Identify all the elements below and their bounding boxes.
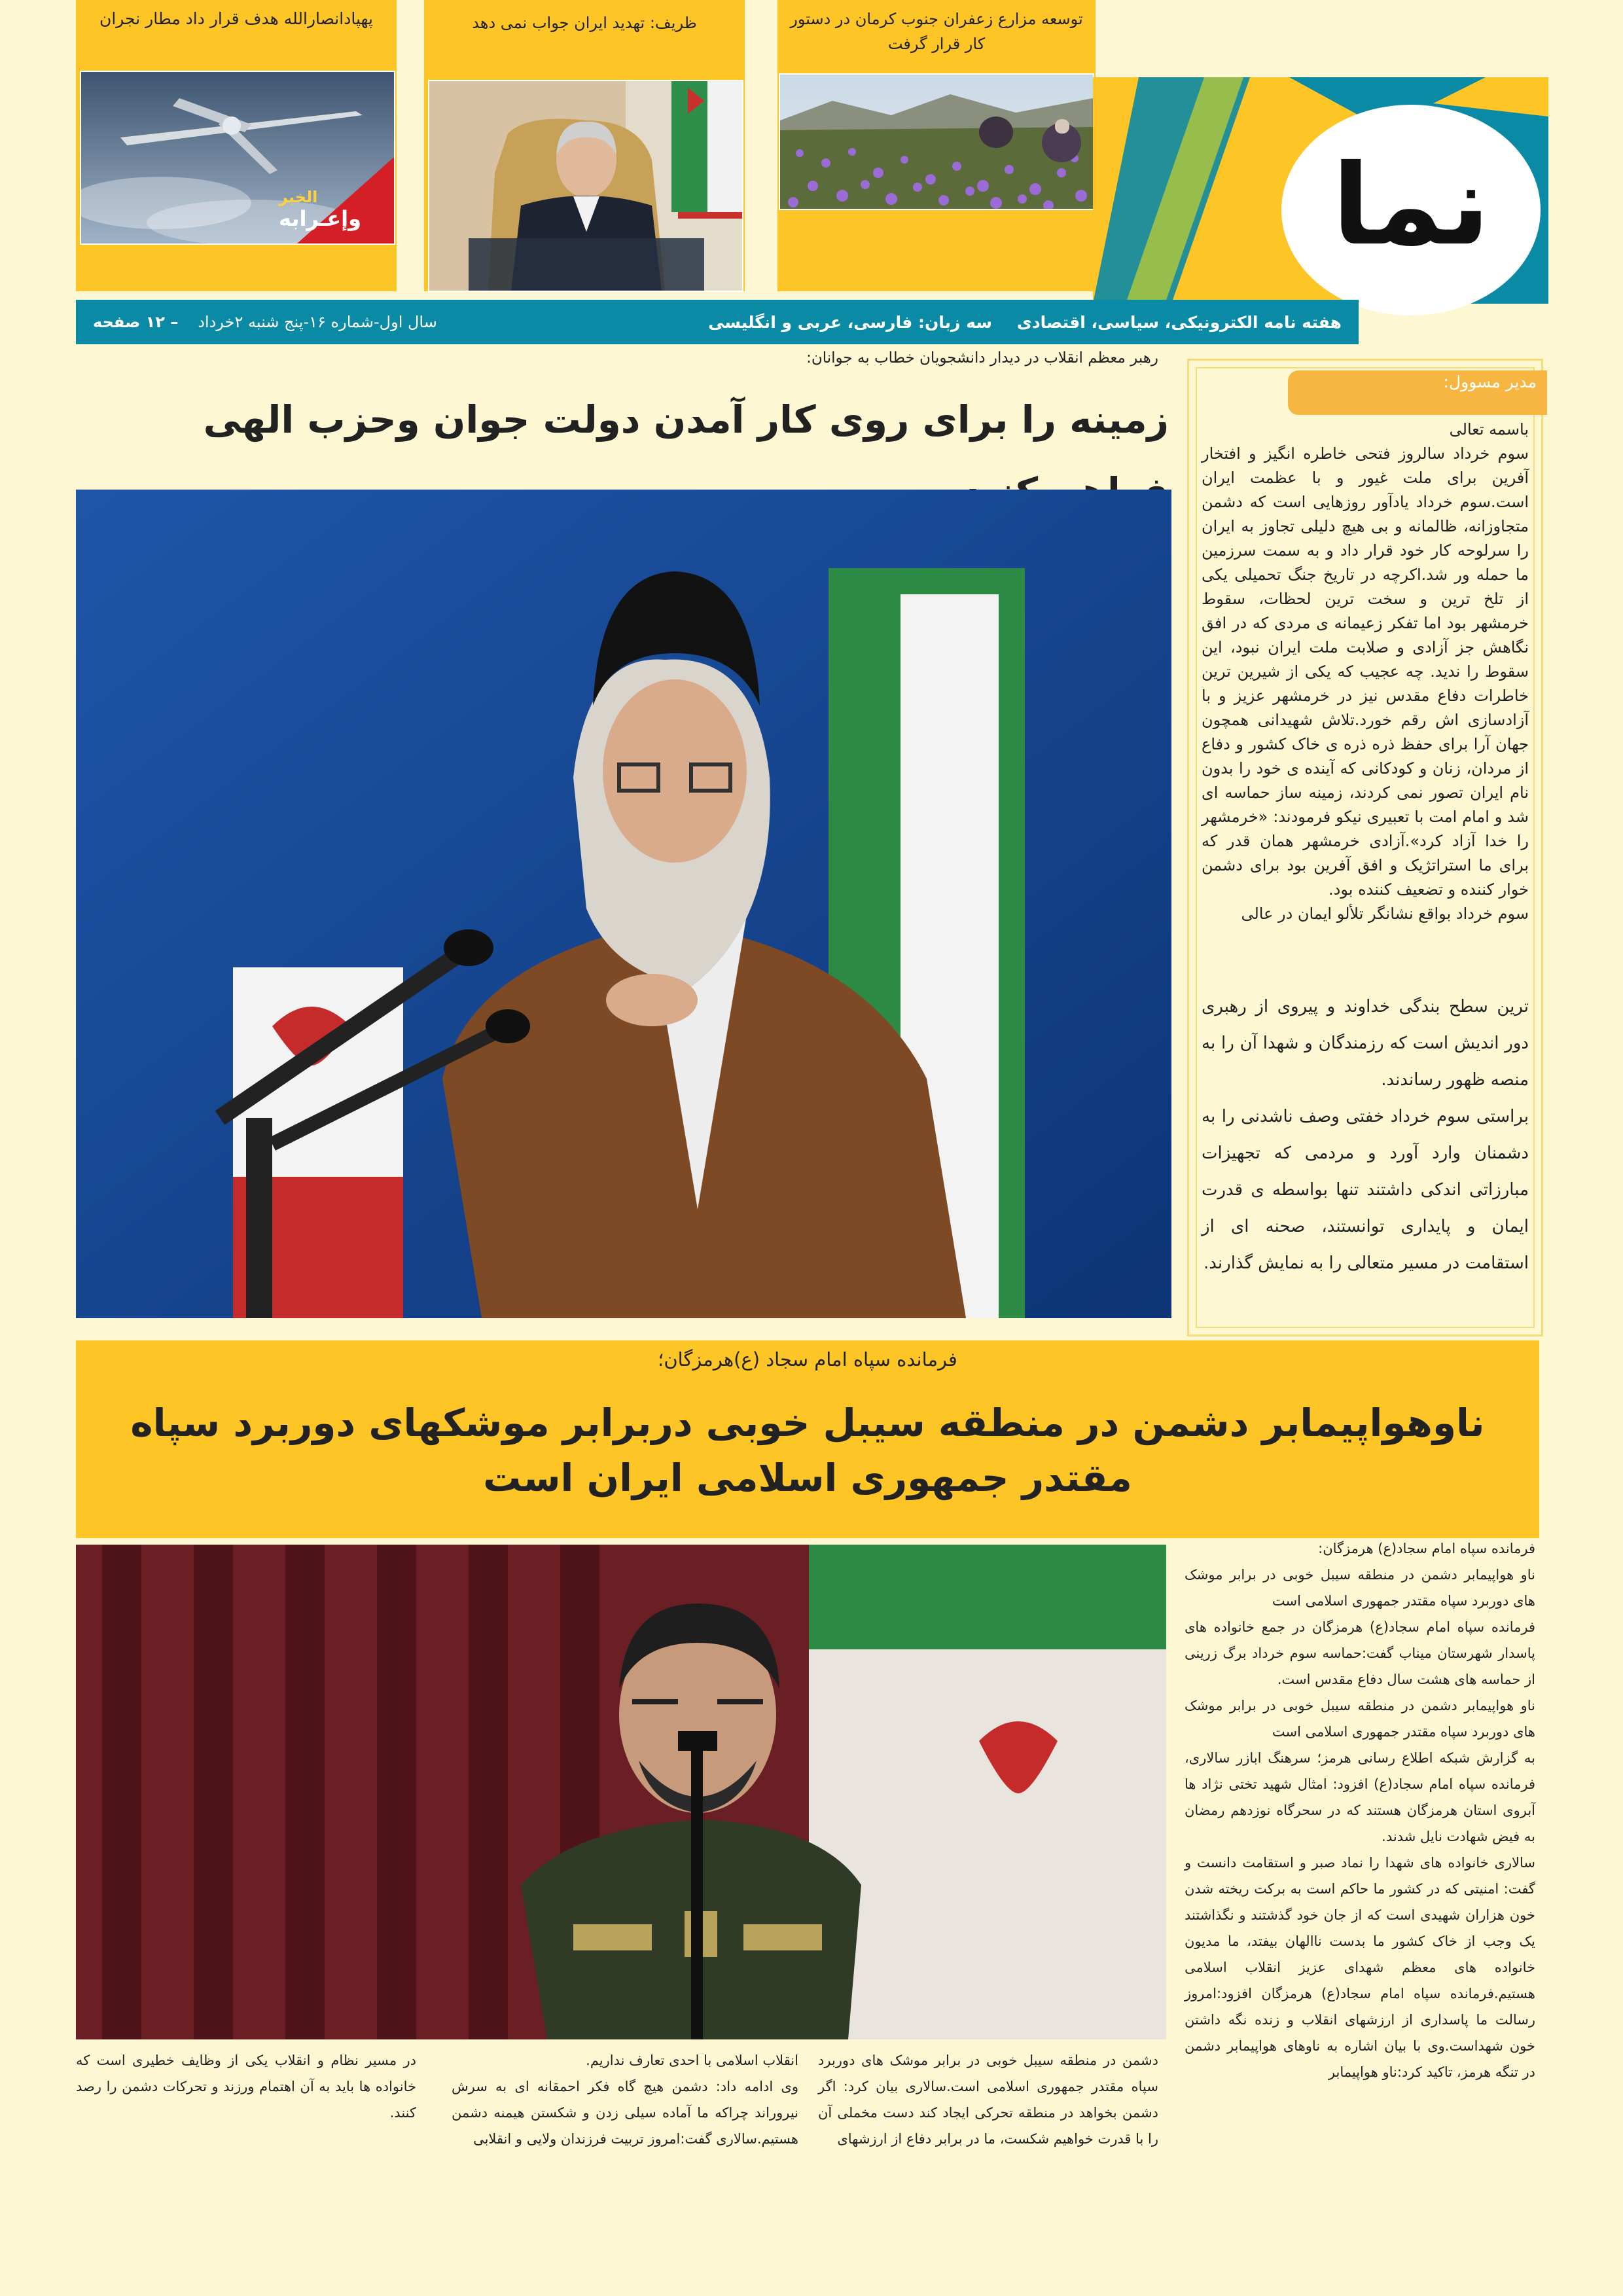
publication-languages: سه زبان: فارسی، عربی و انگلیسی <box>708 312 992 332</box>
second-story-banner <box>76 1340 1539 1538</box>
teaser-title: ظریف: تهدید ایران جواب نمی دهد <box>472 14 697 32</box>
saffron-field-photo <box>779 73 1094 210</box>
drone-news-photo <box>80 71 395 245</box>
editor-paragraph-1: باسمه تعالی سوم خرداد سالروز فتحی خاطره انگیز و افتخار آفرین برای ملت غیور و با عظمت ایران است.سوم خرداد یادآور روزهایی است که دشمن متجاوزانه، ظالمانه و بی هیچ دلیلی تجاوز به ایران را سرلوحه کار خود قرار داد و به سمت سرزمین ما حمله ور شد.اکرچه در تاریخ جنگ تحمیلی یکی از تلخ ترین و سخت ترین لحظات، سقوط خرمشهر بود اما تفکر زعیمانه ی مردی که در افق نگاهش جز آزادی و صلابت ملت ایران نبود، این سقوط را ندید. چه عجیب که یکی از شیرین ترین خاطرات دفاع مقدس نیز در خرمشهر عزیز و با آزادسازی اش رقم خورد.تلاش شهیدانی همچون جهان آرا برای حفظ ذره ذره ی خاک کشور و دفاع از مردان، زنان و کودکانی که آینده ی خود را بدون نام ایران تصور نمی کردند، زمینه ساز حماسه ای شد و امام امت با تعبیری نیکو فرمودند: «خرمشهر را خدا آزاد کرد».آزادی خرمشهر همان قدر که برای ما استراتژیک و افق آفرین بود برای دشمن خوار کننده و تضعیف کننده بود. سوم خرداد بواقع نشانگر تلألو ایمان در عالی <box>1202 420 1529 923</box>
drone-badge-line2: وإعـرابه <box>279 206 361 231</box>
second-story-bottom-col-3: در مسیر نظام و انقلاب یکی از وظایف خطیری است که خانواده ها باید به آن اهتمام ورزند و تحرکات دشمن را رصد کنند. <box>76 2053 416 2121</box>
main-story-kicker: رهبر معظم انقلاب در دیدار دانشجویان خطاب به جوانان: <box>806 350 1158 367</box>
teaser-drone[interactable] <box>76 0 397 291</box>
editor-paragraph-2: ترین سطح بندگی خداوند و پیروی از رهبری دور اندیش است که رزمندگان و شهدا آن را به منصه ظهور رساندند. براستی سوم خرداد خفتی وصف ناشدنی را به دشمنان وارد آورد و مردمی که تجهیزات مبارزاتی اندکی داشتند تنها بواسطه ی قدرت ایمان و پایداری توانستند، صحنه ای از استقامت در مسیر متعالی را به نمایش گذارند. <box>1202 997 1529 1273</box>
page-count: – ۱۲ صفحه <box>93 313 179 331</box>
logo-circle <box>1281 105 1541 315</box>
teaser-zarif[interactable] <box>424 0 745 291</box>
zarif-portrait-photo <box>428 80 743 292</box>
second-story-kicker: فرمانده سپاه امام سجاد (ع)هرمزگان؛ <box>658 1348 957 1371</box>
drone-badge <box>279 187 361 230</box>
info-bar <box>76 300 1359 344</box>
teaser-title: پهپادانصارالله هدف قرار داد مطار نجران <box>99 9 373 28</box>
teaser-title: توسعه مزارع زعفران جنوب کرمان در دستور کار قرار گرفت <box>790 10 1083 53</box>
publication-type: هفته نامه الکترونیکی، سیاسی، اقتصادی <box>1016 312 1342 332</box>
drone-badge-line1: الخبر <box>279 188 318 206</box>
second-story-bottom-col-1: دشمن در منطقه سیبل خوبی در برابر موشک های دوربرد سپاه مقتدر جمهوری اسلامی است.سالاری بیان کرد: اگر دشمن بخواهد در منطقه تحرکی ایجاد کند دست مخملی آن را با قدرت خواهیم شکست، ما در برابر دفاع از ارزشهای <box>818 2053 1158 2147</box>
issue-info: سال اول-شماره ۱۶-پنج شنبه ۲خرداد <box>198 313 437 331</box>
logo-text: نما <box>1332 141 1490 270</box>
main-story-headline[interactable]: زمینه را برای روی کار آمدن دولت جوان وحزب الهی <box>203 397 1169 442</box>
teaser-saffron[interactable] <box>777 0 1096 291</box>
second-story-bottom-col-2: انقلاب اسلامی با احدی تعارف نداریم. وی ادامه داد: دشمن هیچ گاه فکر احمقانه ای به سرش نیروراند چراکه ما آماده سیلی زدن و شکستن هیمنه دشمن هستیم.سالاری گفت:امروز تربیت فرزندان ولایی و انقلابی <box>452 2053 798 2147</box>
second-story-side-text: فرمانده سپاه امام سجاد(ع) هرمزگان: ناو هواپیمابر دشمن در منطقه سیبل خوبی در برابر موشک های دوربرد سپاه مقتدر جمهوری اسلامی است فرمانده سپاه امام سجاد(ع) هرمزگان در جمع خانواده های پاسدار شهرستان میناب گفت:حماسه سوم خرداد برگ زرینی از حماسه های هشت سال دفاع مقدس است. ناو هواپیمابر دشمن در منطقه سیبل خوبی در برابر موشک های دوربرد سپاه مقتدر جمهوری اسلامی است به گزارش شبکه اطلاع رسانی هرمز؛ سرهنگ ابازر سالاری، فرمانده سپاه امام سجاد(ع) افزود: امثال شهید تختی نژاد ها آبروی استان هرمزگان هستند که در سحرگاه نوزدهم رمضان به فیض شهادت نایل شدند. سالاری خانواده های شهدا را نماد صبر و استقامت دانست و گفت: امنیتی که در کشور ما حاکم است به برکت ریخته شدن خون هزاران شهیدی است که از جان خود گذشتند و نگذاشتند یک وجب از خاک کشور ما بدست ناالهان بیفتد، ما مدیون خانواده های معظم شهدای عزیز انقلاب اسلامی هستیم.فرمانده سپاه امام سجاد(ع) هرمزگان افزود:امروز رسالت ما پاسداری از ارزشهای انقلاب و زنده نگه داشتن خون شهداست.وی با بیان اشاره به ناوهای هواپیمابر دشمن در تنگه هرمز، تاکید کرد:ناو هواپیمابر <box>1185 1541 1535 2080</box>
leader-speech-photo <box>76 490 1171 1318</box>
second-story-headline[interactable]: ناوهواپیمابر دشمن در منطقه سیبل خوبی دربرابر موشکهای دوربرد سپاه مقتدر جمهوری اسلامی ایران است <box>130 1401 1485 1500</box>
commander-speech-photo <box>76 1545 1166 2039</box>
editor-label: مدیر مسوول: <box>1288 370 1547 415</box>
